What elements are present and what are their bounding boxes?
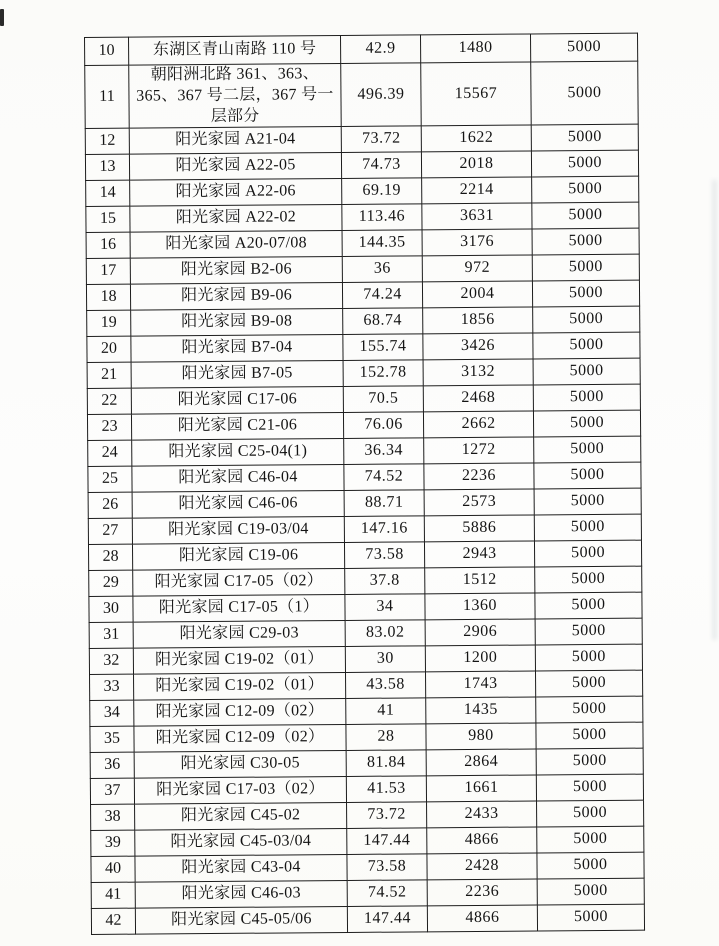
no-cell: 12: [85, 129, 129, 155]
price-cell: 5000: [534, 463, 641, 490]
name-cell: 阳光家园 C45-02: [135, 803, 347, 831]
amount-cell: 3631: [422, 203, 532, 230]
amount-cell: 2468: [423, 385, 533, 412]
amount-cell: 4866: [427, 827, 537, 854]
no-cell: 33: [90, 675, 134, 701]
price-cell: 5000: [534, 489, 641, 516]
amount-cell: 15567: [421, 62, 531, 126]
no-cell: 23: [87, 415, 131, 441]
no-cell: 19: [87, 311, 131, 337]
page-edge-shadow: [712, 180, 717, 640]
amount-cell: 3176: [422, 229, 532, 256]
amount-cell: 4866: [427, 905, 537, 932]
name-cell: 阳光家园 C43-04: [135, 855, 347, 883]
area-cell: 88.71: [344, 490, 424, 517]
amount-cell: 1622: [421, 125, 531, 152]
amount-cell: 1661: [426, 775, 536, 802]
no-cell: 22: [87, 389, 131, 415]
area-cell: 41.53: [346, 776, 426, 803]
price-cell: 5000: [535, 619, 642, 646]
name-cell: 阳光家园 B7-05: [131, 361, 343, 389]
area-cell: 74.73: [341, 152, 421, 179]
property-fee-table: [84, 33, 645, 936]
name-cell: 阳光家园 C19-02（01）: [133, 647, 345, 675]
area-cell: 155.74: [343, 334, 423, 361]
price-cell: 5000: [537, 801, 644, 828]
name-cell: 阳光家园 C46-06: [132, 491, 344, 519]
no-cell: 10: [85, 37, 129, 65]
amount-cell: 972: [422, 255, 532, 282]
area-cell: 68.74: [343, 308, 423, 335]
table-row: [85, 61, 638, 129]
name-cell: 阳光家园 C46-04: [132, 465, 344, 493]
area-cell: 147.44: [347, 828, 427, 855]
area-cell: 76.06: [343, 412, 423, 439]
area-cell: 74.52: [347, 880, 427, 907]
price-cell: 5000: [534, 541, 641, 568]
no-cell: 40: [91, 857, 135, 883]
area-cell: 70.5: [343, 386, 423, 413]
area-cell: 73.58: [347, 854, 427, 881]
price-cell: 5000: [533, 307, 640, 334]
amount-cell: 1272: [424, 437, 534, 464]
amount-cell: 3426: [423, 333, 533, 360]
name-cell: 阳光家园 C12-09（02）: [134, 725, 346, 753]
price-cell: 5000: [535, 671, 642, 698]
amount-cell: 1512: [425, 567, 535, 594]
no-cell: 27: [88, 519, 132, 545]
name-cell: 阳光家园 B2-06: [130, 257, 342, 285]
no-cell: 38: [91, 805, 135, 831]
amount-cell: 2214: [422, 177, 532, 204]
price-cell: 5000: [534, 437, 641, 464]
name-cell: 阳光家园 B7-04: [131, 335, 343, 363]
name-cell: 阳光家园 A20-07/08: [130, 231, 342, 259]
no-cell: 36: [90, 753, 134, 779]
amount-cell: 1743: [425, 671, 535, 698]
amount-cell: 1360: [425, 593, 535, 620]
no-cell: 30: [89, 597, 133, 623]
no-cell: 34: [90, 701, 134, 727]
area-cell: 74.24: [342, 282, 422, 309]
no-cell: 26: [88, 493, 132, 519]
area-cell: 73.72: [347, 802, 427, 829]
name-cell: 阳光家园 B9-06: [130, 283, 342, 311]
no-cell: 32: [89, 649, 133, 675]
name-cell: 阳光家园 C17-03（02）: [134, 777, 346, 805]
no-cell: 16: [86, 233, 130, 259]
price-cell: 5000: [537, 853, 644, 880]
amount-cell: 2943: [424, 541, 534, 568]
no-cell: 15: [86, 207, 130, 233]
amount-cell: 2236: [427, 879, 537, 906]
price-cell: 5000: [536, 723, 643, 750]
amount-cell: 1435: [426, 697, 536, 724]
no-cell: 39: [91, 831, 135, 857]
amount-cell: 1200: [425, 645, 535, 672]
price-cell: 5000: [534, 515, 641, 542]
area-cell: 81.84: [346, 750, 426, 777]
no-cell: 21: [87, 363, 131, 389]
name-cell: 阳光家园 A22-02: [130, 205, 342, 233]
name-cell: 阳光家园 C45-03/04: [135, 829, 347, 857]
name-cell: 阳光家园 C17-05（1）: [133, 595, 345, 623]
name-cell: 阳光家园 C45-05/06: [135, 907, 347, 935]
no-cell: 37: [90, 779, 134, 805]
area-cell: 147.16: [344, 516, 424, 543]
no-cell: 17: [86, 259, 130, 285]
price-cell: 5000: [535, 593, 642, 620]
area-cell: 37.8: [345, 568, 425, 595]
no-cell: 41: [91, 883, 135, 909]
price-cell: 5000: [537, 879, 644, 906]
amount-cell: 2864: [426, 749, 536, 776]
amount-cell: 980: [426, 723, 536, 750]
name-cell: 阳光家园 C17-06: [131, 387, 343, 415]
price-cell: 5000: [531, 151, 638, 178]
price-cell: 5000: [533, 333, 640, 360]
amount-cell: 2662: [423, 411, 533, 438]
price-cell: 5000: [536, 775, 643, 802]
no-cell: 31: [89, 623, 133, 649]
amount-cell: 2906: [425, 619, 535, 646]
amount-cell: 5886: [424, 515, 534, 542]
price-cell: 5000: [532, 177, 639, 204]
price-cell: 5000: [531, 125, 638, 152]
name-cell: 阳光家园 C19-03/04: [132, 517, 344, 545]
no-cell: 24: [88, 441, 132, 467]
scan-artifact-mark: [0, 9, 4, 26]
price-cell: 5000: [531, 61, 638, 125]
amount-cell: 2573: [424, 489, 534, 516]
amount-cell: 2428: [427, 853, 537, 880]
area-cell: 41: [346, 698, 426, 725]
name-cell: 阳光家园 C19-06: [132, 543, 344, 571]
no-cell: 42: [91, 909, 135, 935]
price-cell: 5000: [532, 281, 639, 308]
price-cell: 5000: [530, 33, 637, 62]
price-cell: 5000: [537, 905, 644, 932]
no-cell: 29: [89, 571, 133, 597]
name-cell: 阳光家园 A22-06: [130, 179, 342, 207]
area-cell: 43.58: [346, 672, 426, 699]
price-cell: 5000: [533, 359, 640, 386]
name-cell: 阳光家园 C25-04(1): [132, 439, 344, 467]
area-cell: 113.46: [342, 204, 422, 231]
price-cell: 5000: [537, 827, 644, 854]
price-cell: 5000: [533, 385, 640, 412]
area-cell: 30: [345, 646, 425, 673]
price-cell: 5000: [536, 697, 643, 724]
name-cell: 阳光家园 C12-09（02）: [134, 699, 346, 727]
name-cell: 阳光家园 C19-02（01）: [134, 673, 346, 701]
price-cell: 5000: [532, 255, 639, 282]
no-cell: 13: [85, 155, 129, 181]
name-cell: 阳光家园 A21-04: [129, 127, 341, 155]
price-cell: 5000: [535, 567, 642, 594]
table-row: [85, 33, 638, 65]
no-cell: 20: [87, 337, 131, 363]
name-cell: 阳光家园 B9-08: [131, 309, 343, 337]
name-cell: 阳光家园 C17-05（02）: [133, 569, 345, 597]
no-cell: 18: [86, 285, 130, 311]
name-cell: 东湖区青山南路 110 号: [129, 35, 341, 65]
amount-cell: 2236: [424, 463, 534, 490]
no-cell: 25: [88, 467, 132, 493]
price-cell: 5000: [533, 411, 640, 438]
area-cell: 36: [342, 256, 422, 283]
name-cell: 阳光家园 C30-05: [134, 751, 346, 779]
name-cell: 阳光家园 A22-05: [129, 153, 341, 181]
amount-cell: 2433: [427, 801, 537, 828]
amount-cell: 1856: [423, 307, 533, 334]
no-cell: 35: [90, 727, 134, 753]
area-cell: 83.02: [345, 620, 425, 647]
name-cell: 阳光家园 C29-03: [133, 621, 345, 649]
no-cell: 11: [85, 65, 129, 129]
price-cell: 5000: [536, 749, 643, 776]
table-row: [91, 905, 644, 935]
area-cell: 496.39: [341, 63, 421, 127]
amount-cell: 2018: [421, 151, 531, 178]
table-container: [84, 33, 644, 936]
area-cell: 69.19: [342, 178, 422, 205]
area-cell: 152.78: [343, 360, 423, 387]
area-cell: 73.72: [341, 126, 421, 153]
name-cell: 阳光家园 C21-06: [131, 413, 343, 441]
price-cell: 5000: [532, 229, 639, 256]
area-cell: 144.35: [342, 230, 422, 257]
area-cell: 73.58: [344, 542, 424, 569]
amount-cell: 3132: [423, 359, 533, 386]
amount-cell: 2004: [422, 281, 532, 308]
area-cell: 28: [346, 724, 426, 751]
area-cell: 74.52: [344, 464, 424, 491]
area-cell: 36.34: [344, 438, 424, 465]
name-cell: 阳光家园 C46-03: [135, 881, 347, 909]
price-cell: 5000: [535, 645, 642, 672]
area-cell: 34: [345, 594, 425, 621]
price-cell: 5000: [532, 203, 639, 230]
area-cell: 42.9: [340, 35, 420, 64]
area-cell: 147.44: [347, 906, 427, 933]
no-cell: 28: [88, 545, 132, 571]
table-body: [85, 33, 645, 935]
no-cell: 14: [86, 181, 130, 207]
amount-cell: 1480: [420, 34, 530, 63]
name-cell: 朝阳洲北路 361、363、365、367 号二层，367 号一层部分: [129, 63, 341, 128]
